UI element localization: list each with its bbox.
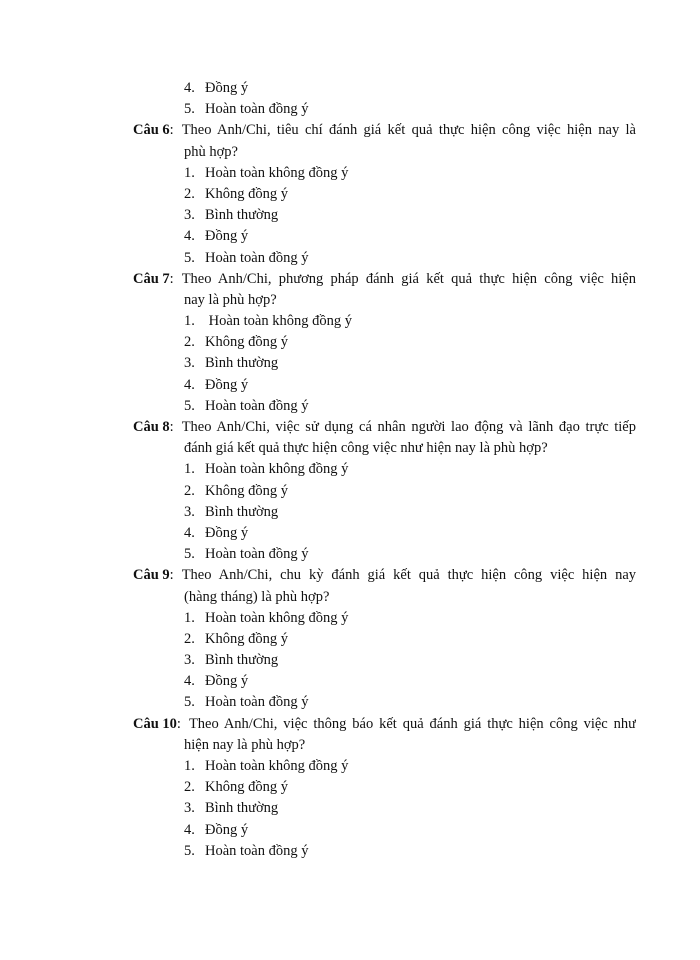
option-item [133, 481, 636, 502]
option-label: Hoàn toàn đồng ý [205, 546, 309, 563]
option-label: Bình thường [205, 355, 279, 372]
option-item [133, 184, 636, 205]
option-number: 5. [184, 842, 195, 859]
option-item [133, 798, 636, 819]
option-label: Đồng ý [205, 821, 249, 838]
option-item [133, 396, 636, 417]
question-6: Câu 6 : Theo Anh/Chi, tiêu chí đánh giá kết quả thực hiện công việc hiện nay là phù hợp? 1. Hoàn toàn không đồng ý 2. Không đồng ý 3. Bình thường 4. Đồng ý 5. Hoàn toàn đồng ý [133, 120, 636, 268]
option-item [133, 756, 636, 777]
option-item [133, 332, 636, 353]
option-number: 4. [184, 376, 195, 393]
option-item [133, 523, 636, 544]
option-label: Hoàn toàn đồng ý [205, 101, 309, 118]
option-item [133, 820, 636, 841]
option-item [133, 777, 636, 798]
option-label: Không đồng ý [205, 482, 288, 499]
option-number: 2. [184, 334, 195, 351]
option-label: Không đồng ý [205, 185, 288, 202]
option-number: 4. [184, 821, 195, 838]
option-label: Đồng ý [205, 376, 249, 393]
option-item [133, 375, 636, 396]
option-label: Không đồng ý [205, 334, 288, 351]
option-label: Đồng ý [205, 228, 249, 245]
question-text-line1: Theo Anh/Chi, chu kỳ đánh giá kết quả thực hiện công việc hiện nay [181, 567, 636, 584]
option-number: 4. [184, 673, 195, 690]
option-number: 4. [184, 228, 195, 245]
survey-content [133, 78, 636, 862]
option-item [133, 692, 636, 713]
option-number: 5. [184, 546, 195, 563]
option-label: Không đồng ý [205, 630, 288, 647]
option-number: 4. [184, 80, 195, 96]
option-label: Hoàn toàn không đồng ý [205, 461, 349, 478]
question-label: Câu 6 [133, 122, 170, 139]
option-item [133, 99, 636, 120]
option-number: 3. [184, 652, 195, 669]
question-9: Câu 9 : Theo Anh/Chi, chu kỳ đánh giá kết quả thực hiện công việc hiện nay (hàng tháng) là phù hợp? 1. Hoàn toàn không đồng ý 2. Không đồng ý 3. Bình thường 4. Đồng ý 5. Hoàn toàn đồng ý [133, 565, 636, 713]
option-label: Đồng ý [205, 673, 249, 690]
option-label: Hoàn toàn đồng ý [205, 694, 309, 711]
option-number: 2. [184, 779, 195, 796]
option-item [133, 205, 636, 226]
option-number: 2. [184, 630, 195, 647]
option-number: 1. [184, 313, 195, 330]
question-8: Câu 8 : Theo Anh/Chi, việc sử dụng cá nhân người lao động và lãnh đạo trực tiếp đánh giá kết quả thực hiện công việc như hiện nay là phù hợp? 1. Hoàn toàn không đồng ý 2. Không đồng ý 3. Bình thường 4. Đồng ý 5. Hoàn toàn đồng ý [133, 417, 636, 565]
question-label: Câu 8 [133, 419, 170, 435]
question-label: Câu 7 [133, 270, 170, 287]
option-item [133, 671, 636, 692]
option-number: 2. [184, 185, 195, 202]
question-10: Câu 10 : Theo Anh/Chi, việc thông báo kết quả đánh giá thực hiện công việc như hiện nay là phù hợp? 1. Hoàn toàn không đồng ý 2. Không đồng ý 3. Bình thường 4. Đồng ý 5. Hoàn toàn đồng ý [133, 714, 636, 862]
option-item [133, 311, 636, 332]
option-label: Đồng ý [205, 524, 249, 541]
question-text-line2: nay là phù hợp? [184, 291, 277, 308]
option-number: 3. [184, 207, 195, 224]
question-label: Câu 9 [133, 567, 170, 584]
option-label: Hoàn toàn không đồng ý [205, 758, 349, 774]
option-item [133, 544, 636, 565]
option-number: 5. [184, 101, 195, 118]
option-label: Hoàn toàn không đồng ý [205, 313, 352, 330]
option-number: 1. [184, 609, 195, 626]
question-text-line1: Theo Anh/Chi, việc sử dụng cá nhân người lao động và lãnh đạo trực tiếp [181, 419, 636, 435]
option-label: Bình thường [205, 652, 279, 669]
option-number: 1. [184, 758, 195, 774]
option-label: Hoàn toàn đồng ý [205, 249, 309, 266]
option-number: 3. [184, 355, 195, 372]
question-text-line1: Theo Anh/Chi, tiêu chí đánh giá kết quả thực hiện công việc hiện nay là [181, 122, 636, 139]
option-number: 3. [184, 800, 195, 817]
option-number: 2. [184, 482, 195, 499]
option-label: Hoàn toàn không đồng ý [205, 609, 349, 626]
option-number: 5. [184, 694, 195, 711]
option-label: Hoàn toàn đồng ý [205, 842, 309, 859]
option-item [133, 248, 636, 269]
question-text-line2: đánh giá kết quả thực hiện công việc như hiện nay là phù hợp? [184, 440, 548, 457]
option-item [133, 459, 636, 480]
option-number: 1. [184, 461, 195, 478]
option-label: Hoàn toàn đồng ý [205, 397, 309, 414]
option-label: Hoàn toàn không đồng ý [205, 164, 349, 181]
option-number: 5. [184, 397, 195, 414]
continued-options [133, 78, 636, 120]
option-item [133, 78, 636, 99]
question-text-line2: (hàng tháng) là phù hợp? [184, 588, 330, 605]
option-item [133, 608, 636, 629]
question-text-line2: phù hợp? [184, 143, 238, 160]
option-item [133, 629, 636, 650]
option-item [133, 163, 636, 184]
option-item [133, 841, 636, 862]
question-7: Câu 7 : Theo Anh/Chi, phương pháp đánh giá kết quả thực hiện công việc hiện nay là phù hợp? 1. Hoàn toàn không đồng ý 2. Không đồng ý 3. Bình thường 4. Đồng ý 5. Hoàn toàn đồng ý [133, 269, 636, 417]
question-label: Câu 10 [133, 715, 177, 732]
option-number: 3. [184, 503, 195, 520]
option-label: Không đồng ý [205, 779, 288, 796]
option-item [133, 226, 636, 247]
option-item [133, 650, 636, 671]
question-text-line1: Theo Anh/Chi, việc thông báo kết quả đánh giá thực hiện công việc như [188, 715, 636, 732]
question-text-line1: Theo Anh/Chi, phương pháp đánh giá kết quả thực hiện công việc hiện [181, 270, 636, 287]
option-label: Bình thường [205, 800, 279, 817]
question-text-line2: hiện nay là phù hợp? [184, 736, 306, 753]
option-label: Bình thường [205, 503, 279, 520]
option-label: Đồng ý [205, 80, 249, 96]
option-number: 4. [184, 524, 195, 541]
option-item [133, 502, 636, 523]
option-number: 5. [184, 249, 195, 266]
option-item [133, 353, 636, 374]
option-label: Bình thường [205, 207, 279, 224]
option-number: 1. [184, 164, 195, 181]
